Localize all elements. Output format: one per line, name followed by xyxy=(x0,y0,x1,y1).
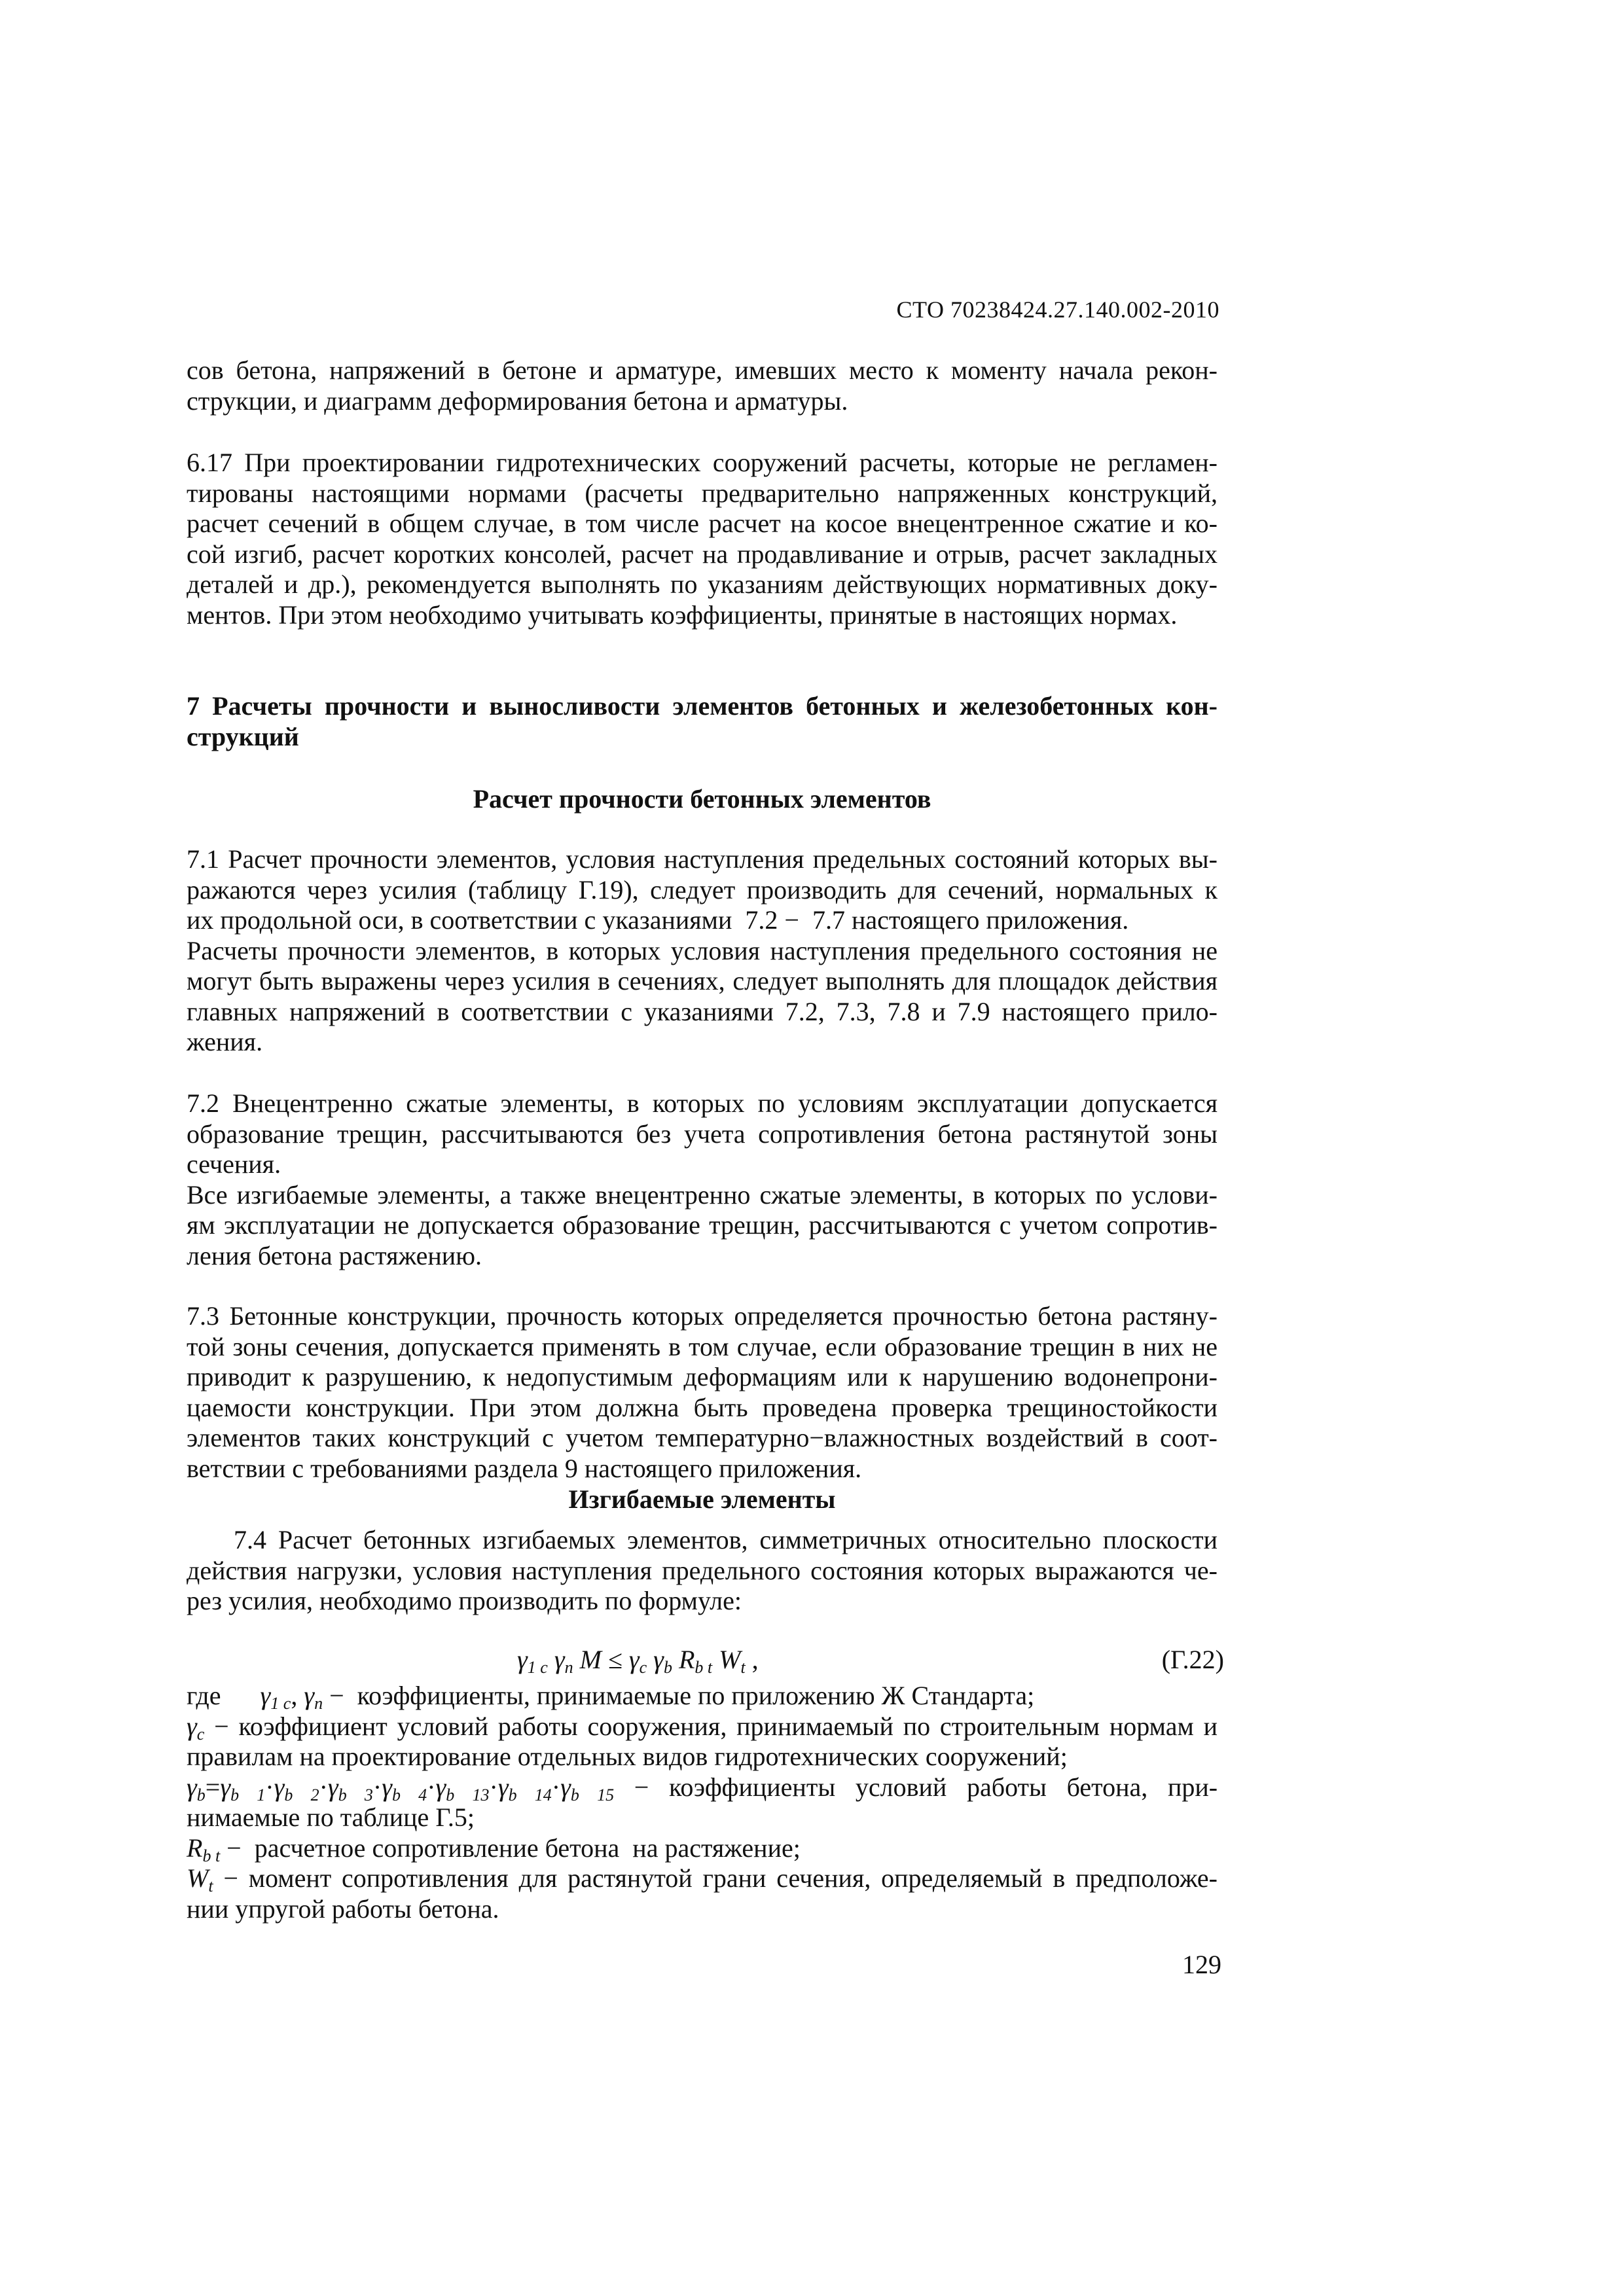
text-line: нии упругой работы бетона. xyxy=(187,1893,499,1924)
text-line: их продольной оси, в соответствии с указаниями 7.2 − 7.7 настоящего приложения. xyxy=(187,905,1129,935)
text-line: 7.1 Расчет прочности элементов, условия наступления предельных состояний которых вы- xyxy=(187,844,1218,874)
subheading-text: Изгибаемые элементы xyxy=(568,1484,836,1514)
text-line: сов бетона, напряжений в бетоне и арматуре, имевших место к моменту начала рекон- xyxy=(187,355,1218,385)
subheading-bending-elements xyxy=(187,1484,1218,1515)
text-line: 7.3 Бетонные конструкции, прочность которых определяется прочностью бетона растяну- xyxy=(187,1301,1218,1331)
definition-rbt: $R_{b t}$ − расчетное сопротивление бетона на растяжение; xyxy=(187,1833,801,1865)
section-7-heading xyxy=(187,691,1218,752)
text-line: сой изгиб, расчет коротких консолей, расчет на продавливание и отрыв, расчет закладных xyxy=(187,539,1218,569)
formula-expression: $\gamma_{1 c}$ $\gamma_n$ $M \le \gamma_c$ $\gamma_b$ $R_{b t}$ $W_t$ , xyxy=(517,1645,759,1677)
heading-line: 7 Расчеты прочности и выносливости элементов бетонных и железобетонных кон- xyxy=(187,691,1218,721)
text-line: нимаемые по таблице Г.5; xyxy=(187,1803,475,1832)
text-line: правилам на проектирование отдельных видов гидротехнических сооружений; xyxy=(187,1742,1068,1771)
text-line: ям эксплуатации не допускается образование трещин, рассчитываются с учетом сопротив- xyxy=(187,1210,1218,1240)
text-line: Расчеты прочности элементов, в которых условия наступления предельного состояния не xyxy=(187,935,1218,965)
formula-number: (Г.22) xyxy=(1161,1645,1224,1674)
heading-line: струкций xyxy=(187,721,299,751)
paragraph-7-1 xyxy=(187,844,1218,1058)
text-line: деталей и др.), рекомендуется выполнять по указаниям действующих нормативных доку- xyxy=(187,569,1218,599)
paragraph-7-3 xyxy=(187,1301,1218,1484)
definition-gamma-b: $\gamma_b=\gamma_{b 1}\cdot\gamma_{b 2}\cdot\gamma_{b 3}\cdot\gamma_{b 4}\cdot\gamma_{b 13}\cdot\gamma_{b 14}\cdot\gamma_{b 15}$ − коэффициенты условий работы бетона, при- xyxy=(187,1772,1218,1804)
text-line: расчет сечений в общем случае, в том числе расчет на косое внецентренное сжатие и ко- xyxy=(187,509,1218,538)
text-line: образование трещин, рассчитываются без учета сопротивления бетона растянутой зоны xyxy=(187,1119,1218,1149)
definitions xyxy=(187,1681,1218,1924)
text-line: ветствии с требованиями раздела 9 настоящего приложения. xyxy=(187,1453,862,1483)
text-line: ражаются через усилия (таблицу Г.19), следует производить для сечений, нормальных к xyxy=(187,874,1218,905)
text-line: элементов таких конструкций с учетом температурно−влажностных воздействий в соот- xyxy=(187,1423,1218,1452)
paragraph-6-17 xyxy=(187,448,1218,630)
text-line: тированы настоящими нормами (расчеты предварительно напряженных конструкций, xyxy=(187,478,1218,508)
paragraph-continuation xyxy=(187,355,1218,416)
text-line: 7.2 Внецентренно сжатые элементы, в которых по условиям эксплуатации допускается xyxy=(187,1088,1218,1118)
paragraph-7-4 xyxy=(187,1525,1218,1617)
text-line: сечения. xyxy=(187,1149,281,1179)
subheading-concrete-strength xyxy=(187,784,1218,815)
text-line: 7.4 Расчет бетонных изгибаемых элементов, симметричных относительно плоскости xyxy=(234,1525,1218,1554)
page-number: 129 xyxy=(1182,1950,1221,1979)
definition-gamma-c: $\gamma_c$ − коэффициент условий работы сооружения, принимаемый по строительным нормам и xyxy=(187,1711,1218,1744)
text-line: жения. xyxy=(187,1027,263,1056)
text-line: приводит к разрушению, к недопустимым деформациям или к нарушению водонепрони- xyxy=(187,1362,1218,1391)
text-line: цаемости конструкции. При этом должна быть проведена проверка трещиностойкости xyxy=(187,1392,1218,1422)
text-line: рез усилия, необходимо производить по формуле: xyxy=(187,1586,742,1615)
text-line: Все изгибаемые элементы, а также внецентренно сжатые элементы, в которых по услови- xyxy=(187,1179,1218,1210)
definition-wt: $W_t$ − момент сопротивления для растянутой грани сечения, определяемый в предположе- xyxy=(187,1863,1218,1895)
text-line: струкции, и диаграмм деформирования бетона и арматуры. xyxy=(187,386,848,416)
text-line: 6.17 При проектировании гидротехнических сооружений расчеты, которые не регламен- xyxy=(187,448,1218,477)
text-line: могут быть выражены через усилия в сечениях, следует выполнять для площадок действия xyxy=(187,966,1218,996)
text-line: ления бетона растяжению. xyxy=(187,1240,482,1270)
subheading-text: Расчет прочности бетонных элементов xyxy=(473,784,931,814)
formula-g22 xyxy=(0,1644,1224,1677)
text-line: главных напряжений в соответствии с указаниями 7.2, 7.3, 7.8 и 7.9 настоящего прило- xyxy=(187,996,1218,1026)
text-line: той зоны сечения, допускается применять в том случае, если образование трещин в них не xyxy=(187,1331,1218,1361)
text-line: действия нагрузки, условия наступления предельного состояния которых выражаются че- xyxy=(187,1555,1218,1585)
document-code-header: СТО 70238424.27.140.002-2010 xyxy=(896,296,1219,323)
text-line: ментов. При этом необходимо учитывать коэффициенты, принятые в настоящих нормах. xyxy=(187,600,1178,630)
paragraph-7-2 xyxy=(187,1088,1218,1271)
definition-gamma-1c-n: где $\gamma_{1 c}$, $\gamma_n$ − коэффициенты, принимаемые по приложению Ж Стандарта; xyxy=(187,1681,1035,1713)
